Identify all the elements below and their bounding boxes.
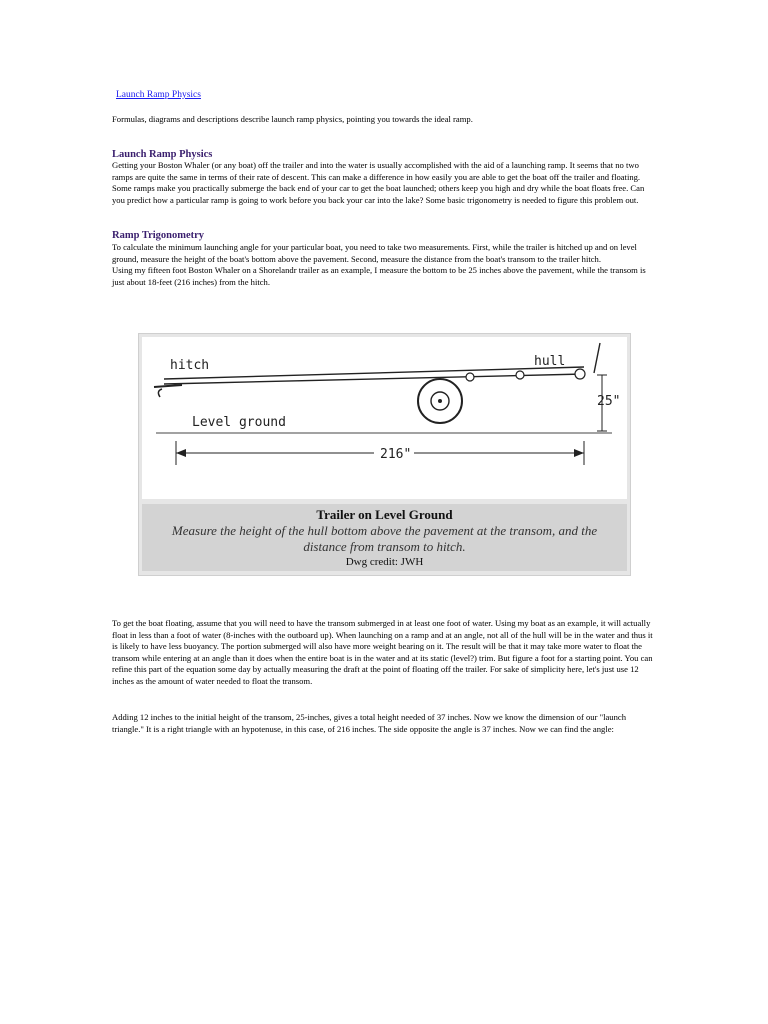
caption-credit: Dwg credit: JWH (345, 556, 424, 568)
wheel-center (438, 399, 442, 403)
caption-text: Measure the height of the hull bottom above the pavement at the transom, and the distance from transom to hitch. (171, 523, 598, 554)
triangle-paragraph: Adding 12 inches to the initial height of the transom, 25-inches, gives a total height needed of 37 inches. Now we know the dimension of our "launch triangle." It is a right triangle with an hypotenuse, in this case, of 216 inches. The side opposite the angle is 37 inches. Now we can find the angle: (112, 712, 627, 734)
hitch-coupler (158, 389, 162, 397)
trigonometry-paragraph-2: Using my fifteen foot Boston Whaler on a Shorelandr trailer as an example, I measure the bottom to be 25 inches above the pavement, while the transom is just about 18-feet (216 inches) from the hitch. (112, 265, 646, 287)
length-arrow-right (574, 449, 584, 457)
floating-paragraph: To get the boat floating, assume that you will need to have the transom submerged in at least one foot of water. Using my boat as an example, it will actually float in less than a foot of water (8-inches with the outboard up). When launching on a ramp and at an angle, not all of the hull will be in the water and thus it is likely to have less buoyancy. The portion submerged will also have more weight bearing on it. The result will be that it may take more water to float the transom while entering at an angle than it does when the entire boat is in the water and at its static (level?) trim. But figure a foot for a starting point. You can refine this part of the equation some day by actually measuring the draft at the point of floating off the trailer. For sake of simplicity here, let's just use 12 inches as the amount of water needed to float the transom. (112, 618, 653, 686)
label-height: 25" (597, 394, 621, 409)
length-arrow-left (176, 449, 186, 457)
figure-caption (142, 504, 627, 571)
label-hull: hull (534, 354, 566, 369)
label-level-ground: Level ground (192, 415, 286, 430)
trailer-figure (138, 333, 631, 576)
heading-launch-ramp-physics: Launch Ramp Physics (112, 149, 213, 160)
physics-paragraph: Getting your Boston Whaler (or any boat) off the trailer and into the water is usually accomplished with the aid of a launching ramp. It seems that no two ramps are quite the same in terms of their rate of descent. This can make a difference in how easily you are able to get the boat off the trailer and floating. Some ramps make you practically submerge the back end of your car to get the boat launched; others keep you high and dry while the boat floats free. Can you predict how a particular ramp is going to work before you back your car into the lake? Some basic trigonometry is needed to figure this problem out. (112, 160, 645, 205)
trailer-diagram (142, 337, 627, 499)
roller-2 (516, 371, 524, 379)
transom-post (594, 343, 600, 373)
launch-ramp-physics-link[interactable]: Launch Ramp Physics (116, 90, 201, 100)
trailer-tongue (154, 385, 182, 387)
trailer-drawing (142, 337, 627, 499)
caption-title: Trailer on Level Ground (316, 507, 453, 522)
trigonometry-text (112, 242, 657, 288)
roller-3 (575, 369, 585, 379)
trigonometry-paragraph-1: To calculate the minimum launching angle for your particular boat, you need to take two measurements. First, while the trailer is hitched up and on level ground, measure the height of the boat's bottom above the pavement. Second, measure the distance from the boat's transom to the trailer hitch. (112, 242, 637, 264)
roller-1 (466, 373, 474, 381)
intro-text: Formulas, diagrams and descriptions describe launch ramp physics, pointing you towards the ideal ramp. (112, 114, 473, 124)
heading-ramp-trigonometry: Ramp Trigonometry (112, 230, 205, 241)
label-length: 216" (380, 447, 412, 462)
label-hitch: hitch (170, 358, 210, 373)
